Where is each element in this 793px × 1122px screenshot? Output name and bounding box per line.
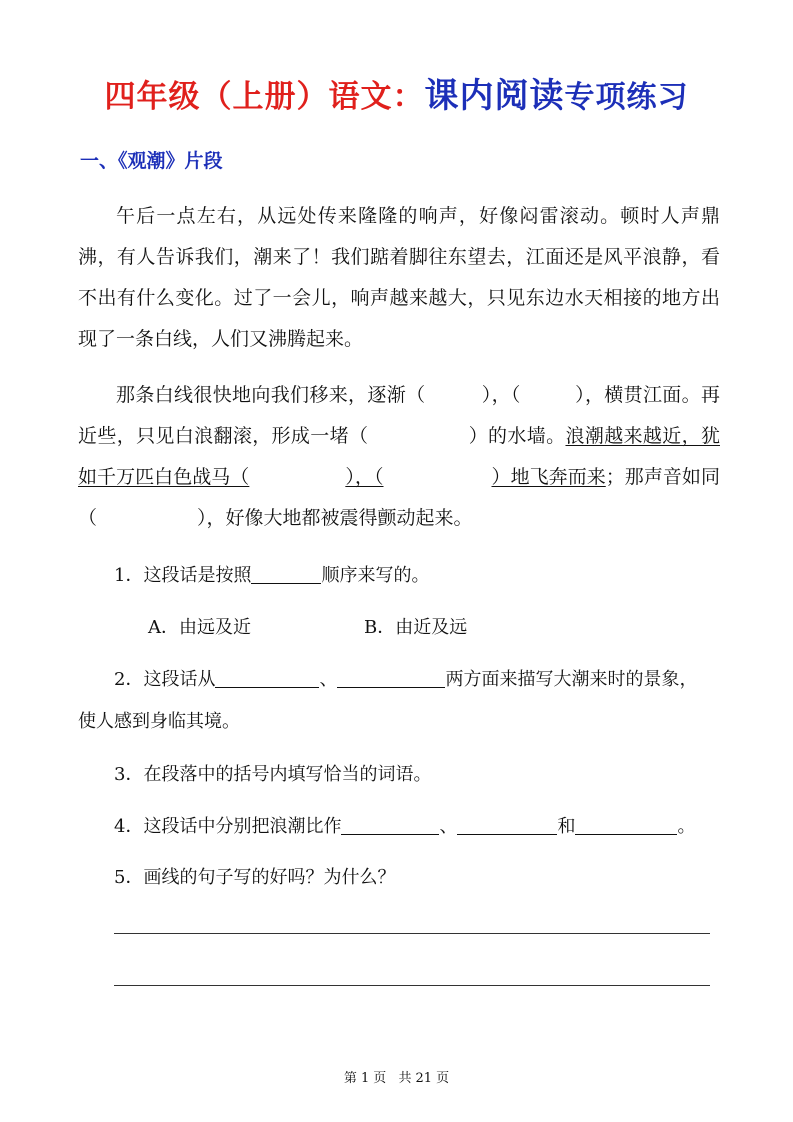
question-2: 2．这段话从 、 两方面来描写大潮来时的景象，	[114, 669, 698, 690]
question-4: 4．这段话中分别把浪潮比作 、 和 。	[114, 816, 696, 837]
answer-blank-q4-1[interactable]	[341, 814, 439, 835]
section-heading: 一、《观潮》片段	[80, 150, 223, 172]
passage-text-1: 午后一点左右，从远处传来隆隆的响声，好像闷雷滚动。顿时人声鼎沸，有人告诉我们，潮来了！我们踮着脚往东望去，江面还是风平浪静，看不出有什么变化。过了一会儿，响声越来越大，只见东边水天相接的地方出现了一条白线，人们又沸腾起来。	[78, 205, 720, 350]
passage-text-2b: ），（	[481, 384, 521, 406]
answer-line-1[interactable]	[114, 933, 710, 934]
question-1: 1．这段话是按照 顺序来写的。	[114, 565, 430, 586]
fill-blank-5[interactable]	[384, 457, 492, 498]
passage-text-2c: ），横贯江面。再近些，只见白浪翻滚，形成一堵（	[78, 384, 720, 447]
option-b[interactable]: B．由近及远	[364, 617, 468, 638]
title-part-practice: 专项练习	[564, 80, 689, 115]
passage-paragraph-2	[78, 375, 720, 539]
title-part-grade: 四年级（上册）语文：	[104, 79, 425, 115]
page-footer: 第 1 页 共 21 页	[343, 1071, 450, 1086]
answer-blank-q2-2[interactable]	[337, 667, 445, 688]
total-pages: 21	[415, 1071, 433, 1086]
underlined-text-a: 浪潮越来越近，犹如千万匹白色战马（	[78, 425, 720, 488]
passage-text-2f: ），好像大地都被震得颤动起来。	[197, 507, 473, 529]
answer-line-2[interactable]	[114, 985, 710, 986]
title-part-reading: 课内阅读	[424, 76, 565, 116]
passage-text-2e: ；那声音如同（	[78, 466, 720, 529]
passage-text-2d: ）的水墙。	[468, 425, 566, 447]
passage-paragraph-1	[78, 196, 720, 360]
fill-blank-4[interactable]	[249, 457, 345, 498]
question-5: 5．画线的句子写的好吗？为什么？	[114, 867, 396, 888]
page-number: 1	[360, 1071, 370, 1086]
option-a[interactable]: A．由远及近	[148, 617, 251, 638]
answer-blank-q2-1[interactable]	[215, 667, 319, 688]
answer-blank-q4-3[interactable]	[575, 814, 677, 835]
answer-blank-q1[interactable]	[251, 563, 321, 584]
question-2-continued: 使人感到身临其境。	[78, 711, 240, 732]
underlined-text-c: ）地飞奔而来	[491, 466, 606, 488]
underlined-text-b: ），（	[345, 466, 384, 488]
answer-blank-q4-2[interactable]	[457, 814, 557, 835]
passage-text-2a: 那条白线很快地向我们移来，逐渐（	[116, 384, 426, 406]
question-3: 3．在段落中的括号内填写恰当的词语。	[114, 764, 432, 785]
page-title	[0, 68, 793, 117]
